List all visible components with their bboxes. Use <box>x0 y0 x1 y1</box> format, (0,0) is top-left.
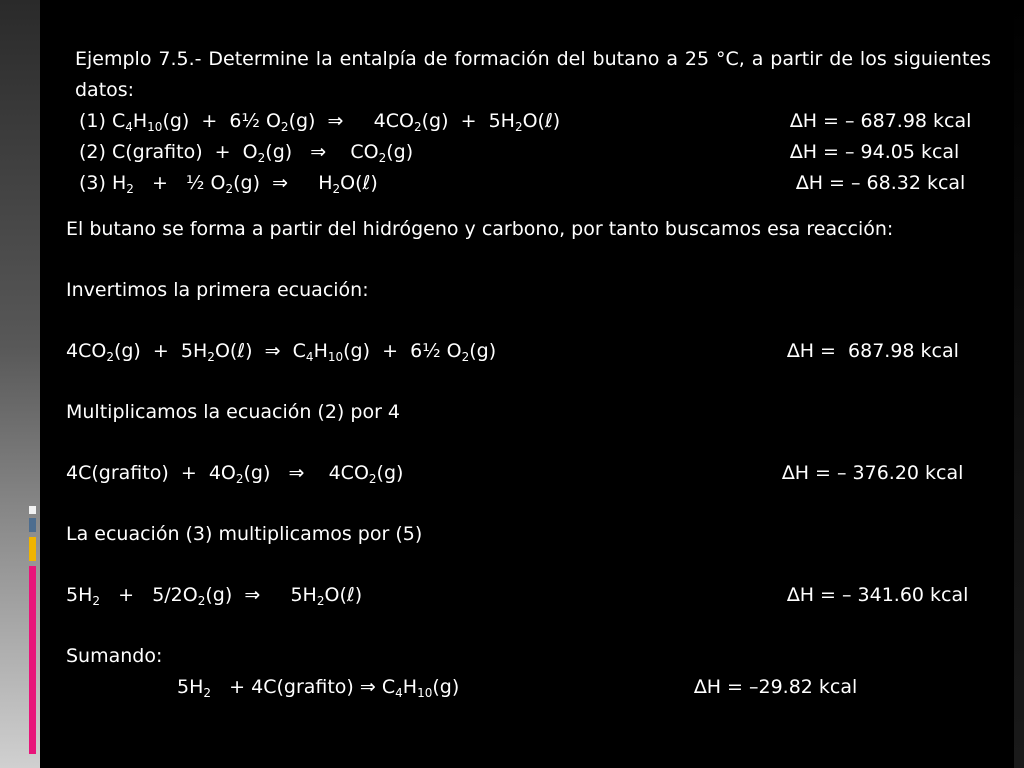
slide-content <box>66 44 991 703</box>
accent-bar-magenta <box>29 566 36 754</box>
multiplied-enthalpy: ∆H = – 376.20 kcal <box>782 462 964 484</box>
inverted-enthalpy: ∆H = 687.98 kcal <box>787 340 959 362</box>
data-equation-3 <box>66 168 991 199</box>
sum-enthalpy: ∆H = –29.82 kcal <box>694 676 858 698</box>
accent-bar-blue <box>29 518 36 532</box>
multiply-instruction: Multiplicamos la ecuación (2) por 4 <box>66 401 401 423</box>
data-equation-2 <box>66 137 991 168</box>
third-enthalpy: ∆H = – 341.60 kcal <box>787 584 969 606</box>
invert-instruction: Invertimos la primera ecuación: <box>66 279 369 301</box>
sum-equation <box>66 672 991 703</box>
enthalpy-2: ∆H = – 94.05 kcal <box>790 141 960 163</box>
multiplied-equation <box>66 458 991 489</box>
sum-label: Sumando: <box>66 645 163 667</box>
problem-statement: Ejemplo 7.5.- Determine la entalpía de formación del butano a 25 °C, a partir de los siguientes datos: <box>75 48 991 101</box>
sum-equation-text: $5H_2$ + 4C(grafito) ⇒ $C_4H_{10}(g)$ <box>177 676 460 700</box>
enthalpy-1: ∆H = – 687.98 kcal <box>790 110 972 132</box>
third-equation-text: $5H_2 + 5/2O_2(g)$ ⇒ $5H_2O(\ell)$ <box>66 584 363 608</box>
equation-3: (3) $H_2$ + ½ $O_2(g)$ ⇒ $H_2O(\ell)$ <box>79 172 378 196</box>
inverted-equation <box>66 336 991 367</box>
slide-right-edge <box>1014 0 1024 768</box>
multiplied-equation-text: 4C(grafito) + $4O_2(g)$ ⇒ $4CO_2(g)$ <box>66 462 404 486</box>
butane-statement: El butano se forma a partir del hidrógeno y carbono, por tanto buscamos esa reacción: <box>66 218 894 240</box>
inverted-equation-text: $4CO_2(g)$ + $5H_2O(\ell)$ ⇒ $C_4H_{10}(g)$ + 6½ $O_2(g)$ <box>66 340 497 364</box>
third-instruction: La ecuación (3) multiplicamos por (5) <box>66 523 423 545</box>
accent-bar-yellow <box>29 537 36 561</box>
equation-1: (1) $C_4H_{10}(g)$ + 6½ $O_2(g)$ ⇒ $4CO_2(g)$ + $5H_2O(\ell)$ <box>79 110 561 134</box>
accent-bar-white <box>29 506 36 514</box>
enthalpy-3: ∆H = – 68.32 kcal <box>796 172 966 194</box>
equation-2: (2) C(grafito) + $O_2(g)$ ⇒ $CO_2(g)$ <box>79 141 414 165</box>
third-equation <box>66 580 991 611</box>
data-equation-1 <box>66 106 991 137</box>
